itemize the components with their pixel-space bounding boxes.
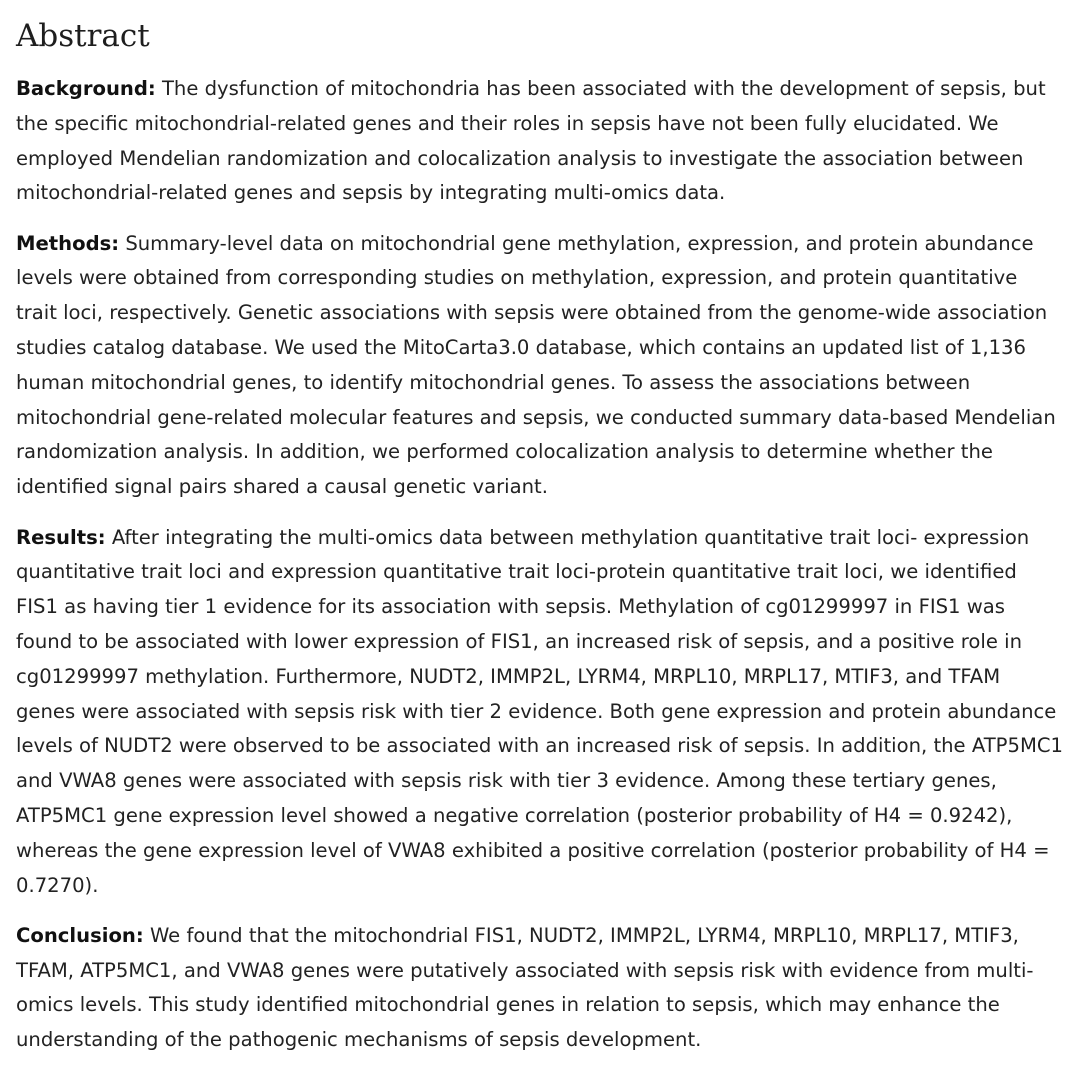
results-label: Results: [16, 525, 106, 549]
results-text: After integrating the multi-omics data between methylation quantitative trait loci- expression quantitative trait loci and expression quantitative trait loci-protein quantitative trait loci, we identified FIS1 as having tier 1 evidence for its association with sepsis. Methylation of cg01299997 in FIS1 was found to be associated with lower expression of FIS1, an increased risk of sepsis, and a positive role in cg01299997 methylation. Furthermore, NUDT2, IMMP2L, LYRM4, MRPL10, MRPL17, MTIF3, and TFAM genes were associated with sepsis risk with tier 2 evidence. Both gene expression and protein abundance levels of NUDT2 were observed to be associated with an increased risk of sepsis. In addition, the ATP5MC1 and VWA8 genes were associated with sepsis risk with tier 3 evidence. Among these tertiary genes, ATP5MC1 gene expression level showed a negative correlation (posterior probability of H4 = 0.9242), whereas the gene expression level of VWA8 exhibited a positive correlation (posterior probability of H4 = 0.7270). [16, 525, 1064, 897]
background-text: The dysfunction of mitochondria has been associated with the development of sepsis, but the specific mitochondrial-related genes and their roles in sepsis have not been fully elucidated. We employed Mendelian randomization and colocalization analysis to investigate the association between mitochondrial-related genes and sepsis by integrating multi-omics data. [16, 77, 1046, 205]
conclusion-text: We found that the mitochondrial FIS1, NUDT2, IMMP2L, LYRM4, MRPL10, MRPL17, MTIF3, TFAM, ATP5MC1, and VWA8 genes were putatively associated with sepsis risk with evidence from multi-omics levels. This study identified mitochondrial genes in relation to sepsis, which may enhance the understanding of the pathogenic mechanisms of sepsis development. [16, 923, 1034, 1052]
methods-section [16, 227, 1064, 505]
background-section [16, 72, 1064, 211]
abstract-title: Abstract [16, 18, 150, 54]
conclusion-label: Conclusion: [16, 923, 144, 947]
background-label: Background: [16, 77, 156, 100]
methods-label: Methods: [16, 231, 120, 255]
conclusion-section [16, 919, 1064, 1058]
methods-text: Summary-level data on mitochondrial gene methylation, expression, and protein abundance levels were obtained from corresponding studies on methylation, expression, and protein quantitative trait loci, respectively. Genetic associations with sepsis were obtained from the genome-wide association studies catalog database. We used the MitoCarta3.0 database, which contains an updated list of 1,136 human mitochondrial genes, to identify mitochondrial genes. To assess the associations between mitochondrial gene-related molecular features and sepsis, we conducted summary data-based Mendelian randomization analysis. In addition, we performed colocalization analysis to determine whether the identified signal pairs shared a causal genetic variant. [16, 231, 1056, 499]
results-section [16, 521, 1064, 904]
